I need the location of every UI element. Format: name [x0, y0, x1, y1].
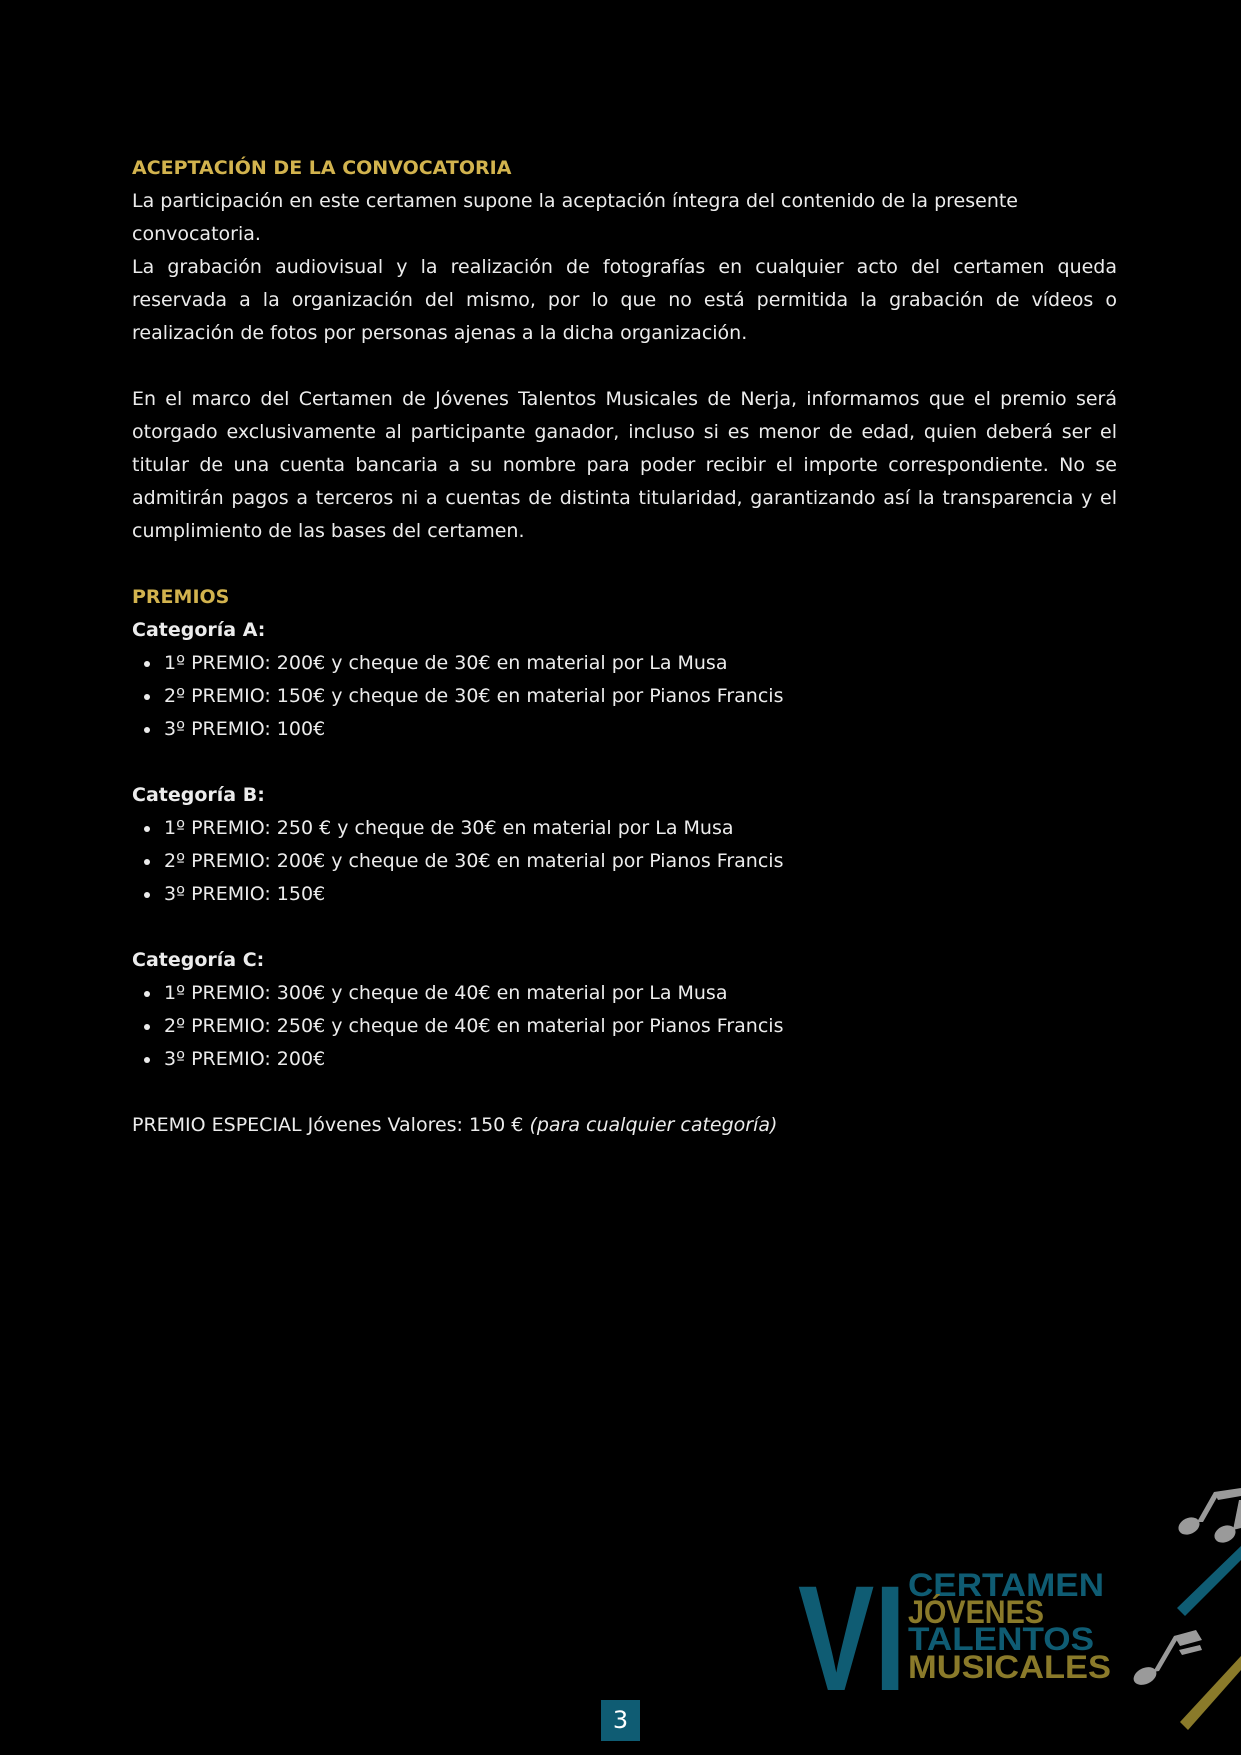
page-number: 3 [601, 1700, 640, 1741]
list-item: 2º PREMIO: 200€ y cheque de 30€ en material por Pianos Francis [164, 845, 1117, 878]
category-b-title: Categoría B: [132, 784, 265, 806]
logo-numeral: VI [798, 1554, 906, 1722]
list-item: 3º PREMIO: 100€ [164, 713, 1117, 746]
acceptance-paragraph-1b: La grabación audiovisual y la realización de fotografías en cualquier acto del certamen queda reservada a la organización del mismo, por lo que no está permitida la grabación de vídeos o realización de fotos por personas ajenas a la dicha organización. [132, 256, 1117, 344]
special-prize-note: (para cualquier categoría) [529, 1114, 778, 1136]
list-item: 2º PREMIO: 150€ y cheque de 30€ en material por Pianos Francis [164, 680, 1117, 713]
decorative-stripe [1180, 1656, 1241, 1730]
acceptance-paragraph-1a: La participación en este certamen supone la aceptación íntegra del contenido de la presente convocatoria. [132, 190, 1018, 245]
list-item: 1º PREMIO: 250 € y cheque de 30€ en material por La Musa [164, 812, 1117, 845]
music-note-icon [1131, 1630, 1202, 1688]
special-prize-text: PREMIO ESPECIAL Jóvenes Valores: 150 € [132, 1114, 530, 1136]
prizes-heading: PREMIOS [132, 586, 230, 608]
category-c-list [132, 977, 1117, 1076]
list-item: 1º PREMIO: 300€ y cheque de 40€ en material por La Musa [164, 977, 1117, 1010]
logo-line-1: CERTAMEN [908, 1567, 1104, 1603]
category-a-title: Categoría A: [132, 619, 266, 641]
special-prize [132, 1109, 1117, 1142]
category-c-title: Categoría C: [132, 949, 265, 971]
category-b-list [132, 812, 1117, 911]
logo-line-2: JÓVENES [908, 1594, 1044, 1630]
spacer [132, 548, 1117, 581]
spacer [132, 1076, 1117, 1109]
list-item: 3º PREMIO: 200€ [164, 1043, 1117, 1076]
logo-line-3: TALENTOS [908, 1621, 1094, 1657]
certamen-logo [798, 1470, 1241, 1755]
music-note-icon [1176, 1488, 1241, 1546]
document-body [132, 152, 1117, 1142]
category-a-list [132, 647, 1117, 746]
spacer [132, 746, 1117, 779]
list-item: 1º PREMIO: 200€ y cheque de 30€ en material por La Musa [164, 647, 1117, 680]
acceptance-paragraph-2: En el marco del Certamen de Jóvenes Talentos Musicales de Nerja, informamos que el premio será otorgado exclusivamente al participante ganador, incluso si es menor de edad, quien deberá ser el titular de una cuenta bancaria a su nombre para poder recibir el importe correspondiente. No se admitirán pagos a terceros ni a cuentas de distinta titularidad, garantizando así la transparencia y el cumplimiento de las bases del certamen. [132, 388, 1117, 542]
acceptance-heading: ACEPTACIÓN DE LA CONVOCATORIA [132, 157, 512, 179]
logo-line-4: MUSICALES [908, 1649, 1111, 1685]
list-item: 2º PREMIO: 250€ y cheque de 40€ en material por Pianos Francis [164, 1010, 1117, 1043]
spacer [132, 350, 1117, 383]
decorative-stripe [1177, 1546, 1241, 1616]
list-item: 3º PREMIO: 150€ [164, 878, 1117, 911]
spacer [132, 911, 1117, 944]
